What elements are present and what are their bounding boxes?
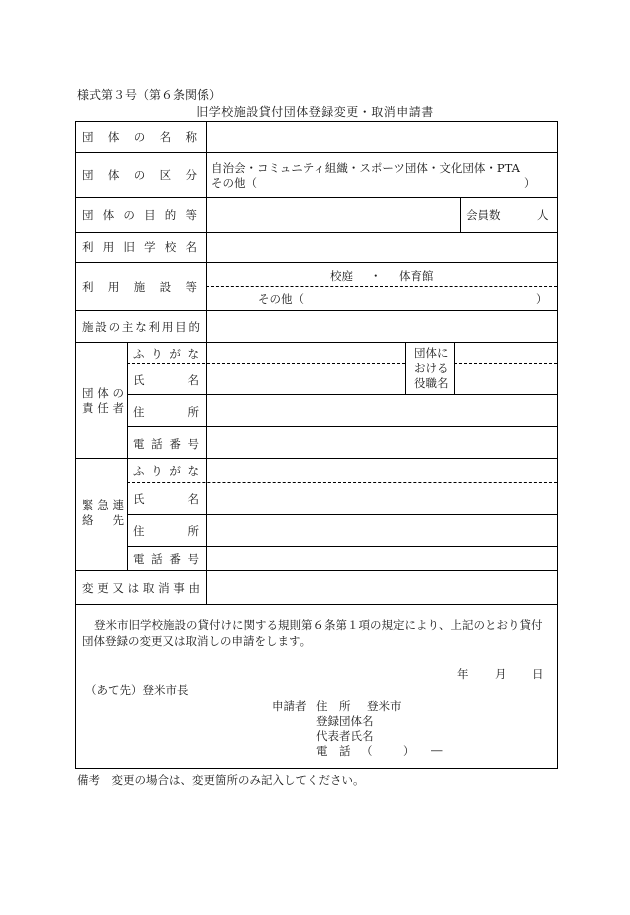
date-day: 日 bbox=[532, 667, 544, 681]
date-month: 月 bbox=[495, 667, 507, 681]
page-title: 旧学校施設貸付団体登録変更・取消申請書 bbox=[196, 105, 434, 119]
label-name-2: 氏名 bbox=[133, 492, 199, 506]
members-unit: 人 bbox=[537, 208, 549, 222]
label-address-2: 住所 bbox=[133, 524, 199, 538]
facility-other-open: その他（ bbox=[258, 292, 304, 306]
facility-other-close: ） bbox=[536, 292, 548, 306]
label-address-1: 住所 bbox=[133, 405, 199, 419]
label-furigana-2: ふりがな bbox=[133, 464, 199, 478]
label-name-1: 氏名 bbox=[133, 373, 199, 387]
applicant-phone-close: ） bbox=[403, 744, 415, 758]
members-label: 会員数 bbox=[466, 208, 501, 222]
label-furigana-1: ふりがな bbox=[133, 347, 199, 361]
label-phone-1: 電話番号 bbox=[133, 437, 199, 451]
label-group-category: 団体の区分 bbox=[82, 168, 197, 182]
category-other-close: ） bbox=[524, 176, 536, 190]
date-year: 年 bbox=[457, 667, 469, 681]
applicant-group-label: 登録団体名 bbox=[316, 714, 374, 728]
statement-line-2: 団体登録の変更又は取消しの申請をします。 bbox=[82, 634, 312, 648]
category-other-open: その他（ bbox=[211, 176, 257, 190]
footer-note: 備考 変更の場合は、変更箇所のみ記入してください。 bbox=[77, 773, 365, 787]
label-reason: 変更又は取消事由 bbox=[82, 581, 200, 595]
label-main-purpose: 施設の主な利用目的 bbox=[82, 320, 200, 334]
label-title-in-group: 団体に おける 役職名 bbox=[414, 346, 449, 390]
facility-option-schoolyard: 校庭 bbox=[330, 269, 353, 283]
addressee: （あて先）登米市長 bbox=[85, 683, 189, 697]
applicant-phone-open: （ bbox=[361, 744, 373, 758]
form-number: 様式第３号（第６条関係） bbox=[77, 88, 222, 102]
label-emergency-contact: 緊急連 絡 先 bbox=[82, 498, 124, 527]
applicant-phone-label: 電 話 bbox=[316, 744, 351, 758]
label-group-name: 団体の名称 bbox=[82, 130, 197, 144]
applicant-rep-label: 代表者氏名 bbox=[316, 729, 374, 743]
facility-option-gym: 体育館 bbox=[399, 269, 434, 283]
label-phone-2: 電話番号 bbox=[133, 552, 199, 566]
label-responsible: 団体の 責任者 bbox=[82, 386, 124, 415]
label-school-name: 利用旧学校名 bbox=[82, 240, 197, 254]
applicant-label: 申請者 bbox=[272, 699, 307, 713]
facility-separator: ・ bbox=[370, 269, 382, 283]
application-form-table bbox=[75, 121, 558, 769]
applicant-address-label: 住 所 bbox=[316, 699, 351, 713]
applicant-address-value: 登米市 bbox=[367, 699, 402, 713]
label-group-purpose: 団体の目的等 bbox=[82, 208, 197, 222]
label-facilities: 利用施設等 bbox=[82, 280, 197, 294]
category-options: 自治会・コミュニティ組織・スポーツ団体・文化団体・PTA bbox=[211, 161, 520, 175]
applicant-phone-dash: ― bbox=[431, 743, 443, 757]
statement-line-1: 登米市旧学校施設の貸付けに関する規則第６条第１項の規定により、上記のとおり貸付 bbox=[94, 618, 543, 632]
